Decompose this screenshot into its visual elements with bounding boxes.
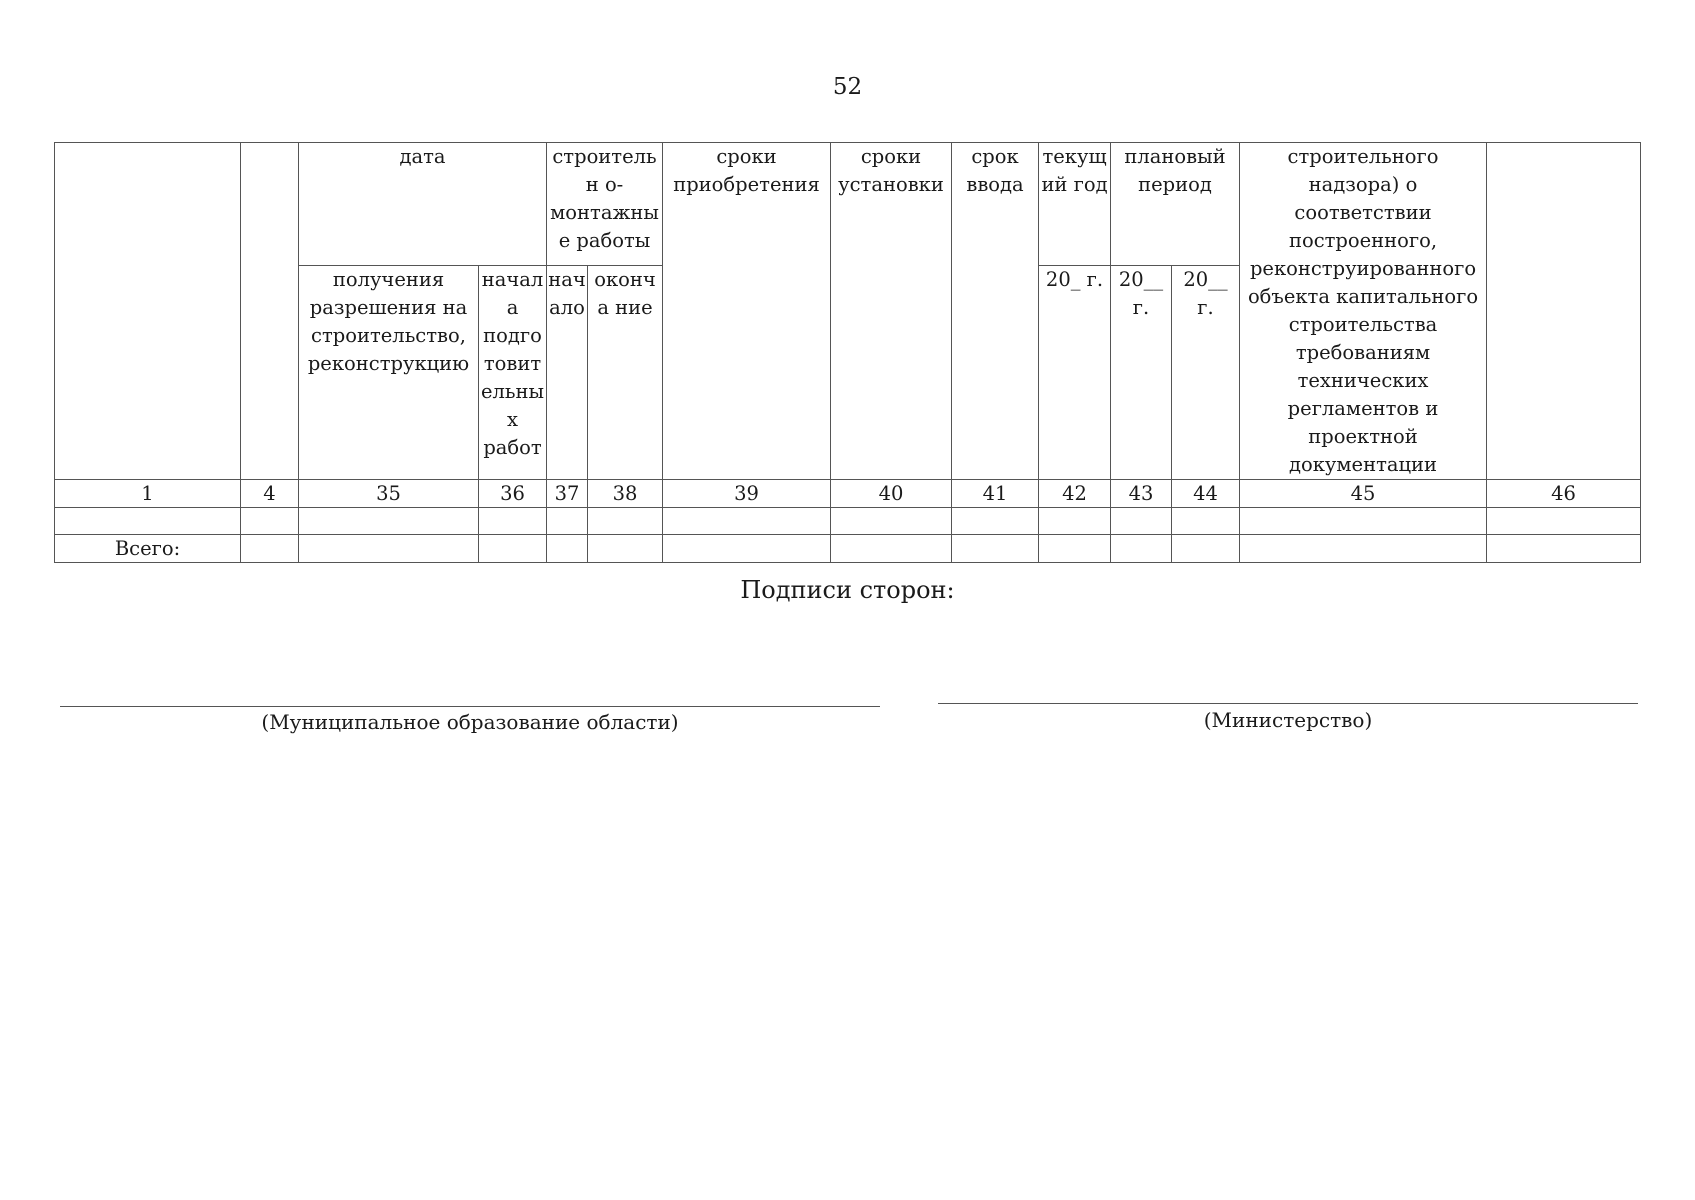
empty-cell <box>1172 508 1240 535</box>
empty-cell <box>588 508 663 535</box>
empty-cell <box>831 535 952 563</box>
empty-cell <box>547 535 588 563</box>
column-number: 37 <box>547 480 588 508</box>
table-row <box>55 508 1641 535</box>
header-permit: получения разрешения на строительство, реконструкцию <box>299 265 479 479</box>
empty-cell <box>241 508 299 535</box>
empty-cell <box>479 535 547 563</box>
empty-cell <box>299 535 479 563</box>
signature-line-ministry <box>938 703 1638 704</box>
header-cell-col-4 <box>241 143 299 480</box>
header-supervision-conclusion: строительного надзора) о соответствии построенного, реконструированного объекта капитального строительства требованиям технических регламентов и проектной документации <box>1240 143 1487 480</box>
column-number: 44 <box>1172 480 1240 508</box>
header-planning-period: плановый период <box>1111 143 1240 266</box>
empty-cell <box>1487 508 1641 535</box>
header-year-plan-1: 20__ г. <box>1111 265 1172 479</box>
header-cell-col-46 <box>1487 143 1641 480</box>
header-construction-works: строительн о-монтажны е работы <box>547 143 663 266</box>
header-year-current: 20_ г. <box>1039 265 1111 479</box>
empty-cell <box>1240 535 1487 563</box>
column-number-row <box>55 480 1641 508</box>
header-cell-col-1 <box>55 143 241 480</box>
header-current-year: текущ ий год <box>1039 143 1111 266</box>
column-number: 1 <box>55 480 241 508</box>
empty-cell <box>299 508 479 535</box>
signature-caption-municipality: (Муниципальное образование области) <box>261 710 679 734</box>
column-number: 45 <box>1240 480 1487 508</box>
empty-cell <box>1111 535 1172 563</box>
signature-line-municipality <box>60 706 880 707</box>
column-number: 4 <box>241 480 299 508</box>
signatures-title: Подписи сторон: <box>740 576 955 604</box>
empty-cell <box>1039 535 1111 563</box>
column-number: 43 <box>1111 480 1172 508</box>
empty-cell <box>1487 535 1641 563</box>
empty-cell <box>547 508 588 535</box>
empty-cell <box>588 535 663 563</box>
empty-cell <box>952 508 1039 535</box>
empty-cell <box>1240 508 1487 535</box>
column-number: 40 <box>831 480 952 508</box>
signature-caption-ministry: (Министерство) <box>1203 708 1373 732</box>
total-row <box>55 535 1641 563</box>
total-label: Всего: <box>55 535 241 563</box>
column-number: 39 <box>663 480 831 508</box>
empty-cell <box>663 535 831 563</box>
header-prep-start: начал а подго товит ельны х работ <box>479 265 547 479</box>
empty-cell <box>831 508 952 535</box>
empty-cell <box>1039 508 1111 535</box>
empty-cell <box>663 508 831 535</box>
column-number: 35 <box>299 480 479 508</box>
empty-cell <box>952 535 1039 563</box>
header-year-plan-2: 20__ г. <box>1172 265 1240 479</box>
column-number: 42 <box>1039 480 1111 508</box>
empty-cell <box>479 508 547 535</box>
column-number: 36 <box>479 480 547 508</box>
plan-table <box>54 142 1641 563</box>
empty-cell <box>1172 535 1240 563</box>
header-start: нач ало <box>547 265 588 479</box>
column-number: 41 <box>952 480 1039 508</box>
page-number: 52 <box>832 74 863 100</box>
column-number: 38 <box>588 480 663 508</box>
empty-cell <box>1111 508 1172 535</box>
header-end: оконча ние <box>588 265 663 479</box>
header-installation-terms: сроки установки <box>831 143 952 480</box>
header-date: дата <box>299 143 547 266</box>
header-acquisition-terms: сроки приобретения <box>663 143 831 480</box>
empty-cell <box>55 508 241 535</box>
column-number: 46 <box>1487 480 1641 508</box>
header-commission-term: срок ввода <box>952 143 1039 480</box>
empty-cell <box>241 535 299 563</box>
